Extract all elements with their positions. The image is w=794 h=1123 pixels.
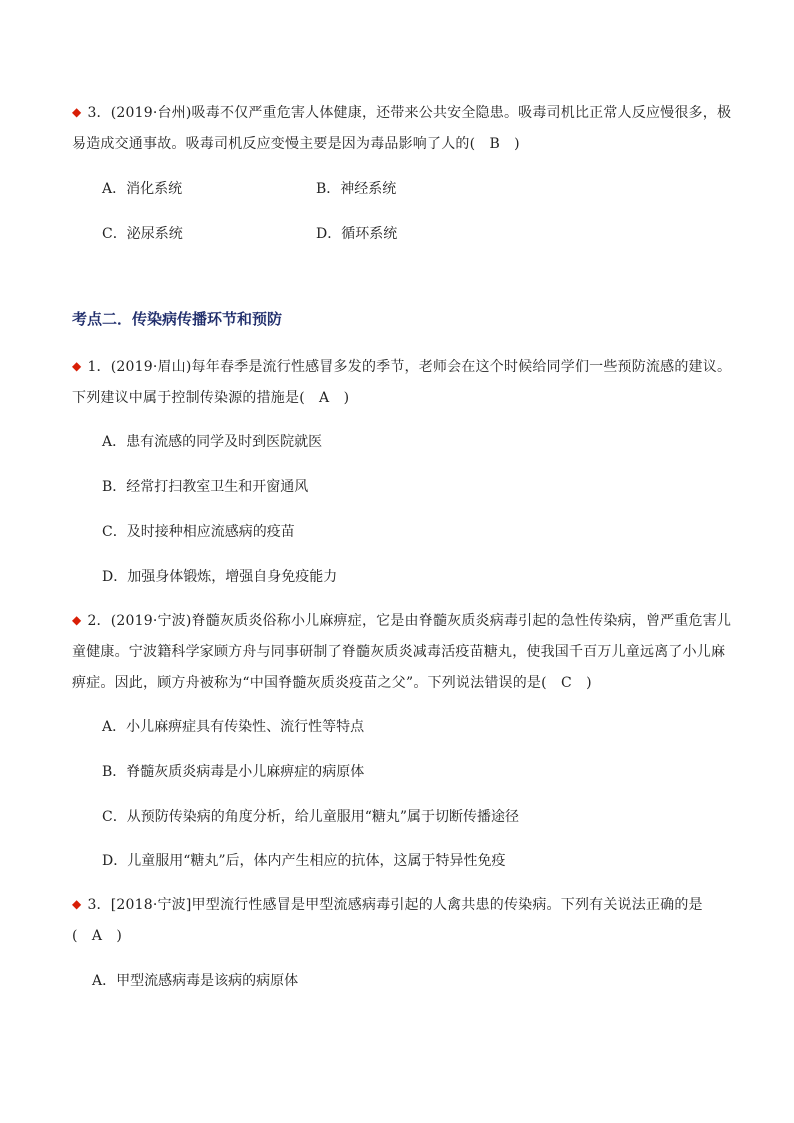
question-line	[72, 104, 731, 122]
diamond-bullet-icon: ◆	[72, 613, 82, 627]
question-line: 下列建议中属于控制传染源的措施是( A )	[72, 390, 350, 406]
option-a: A．消化系统	[102, 181, 183, 197]
option-b: B．经常打扫教室卫生和开窗通风	[102, 479, 309, 495]
question-text: 3．[2018·宁波]甲型流行性感冒是甲型流感病毒引起的人禽共患的传染病。下列有关说法正确的是	[87, 897, 703, 913]
option-c: C．从预防传染病的角度分析，给儿童服用“糖丸”属于切断传播途径	[102, 809, 520, 825]
question-text: 2．(2019·宁波)脊髓灰质炎俗称小儿麻痹症，它是由脊髓灰质炎病毒引起的急性传染病，曾严重危害儿	[87, 613, 732, 629]
question-line: 童健康。宁波籍科学家顾方舟与同事研制了脊髓灰质炎减毒活疫苗糖丸，使我国千百万儿童远离了小儿麻	[72, 644, 726, 660]
option-a: A．小儿麻痹症具有传染性、流行性等特点	[102, 719, 365, 735]
option-c: C．泌尿系统	[102, 226, 183, 242]
question-line	[72, 896, 703, 914]
section-title: 考点二．传染病传播环节和预防	[72, 310, 283, 328]
question-text: 3．(2019·台州)吸毒不仅严重危害人体健康，还带来公共安全隐患。吸毒司机比正常人反应慢很多，极	[87, 105, 732, 121]
option-c: C．及时接种相应流感病的疫苗	[102, 524, 295, 540]
option-a: A．患有流感的同学及时到医院就医	[102, 434, 323, 450]
question-line: 痹症。因此，顾方舟被称为“中国脊髓灰质炎疫苗之父”。下列说法错误的是( C )	[72, 675, 592, 691]
option-d: D．循环系统	[316, 226, 398, 242]
option-a: A．甲型流感病毒是该病的病原体	[92, 973, 299, 989]
question-line	[72, 358, 731, 376]
diamond-bullet-icon: ◆	[72, 359, 82, 373]
option-d: D．加强身体锻炼，增强自身免疫能力	[102, 569, 338, 585]
option-d: D．儿童服用“糖丸”后，体内产生相应的抗体，这属于特异性免疫	[102, 853, 506, 869]
question-line: 易造成交通事故。吸毒司机反应变慢主要是因为毒品影响了人的( B )	[72, 136, 520, 152]
option-b: B．神经系统	[316, 181, 397, 197]
diamond-bullet-icon: ◆	[72, 105, 82, 119]
option-b: B．脊髓灰质炎病毒是小儿麻痹症的病原体	[102, 764, 365, 780]
question-text: 1．(2019·眉山)每年春季是流行性感冒多发的季节，老师会在这个时候给同学们一些预防流感的建议。	[87, 359, 732, 375]
question-line	[72, 612, 731, 630]
question-line: ( A )	[72, 928, 123, 944]
diamond-bullet-icon: ◆	[72, 897, 82, 911]
